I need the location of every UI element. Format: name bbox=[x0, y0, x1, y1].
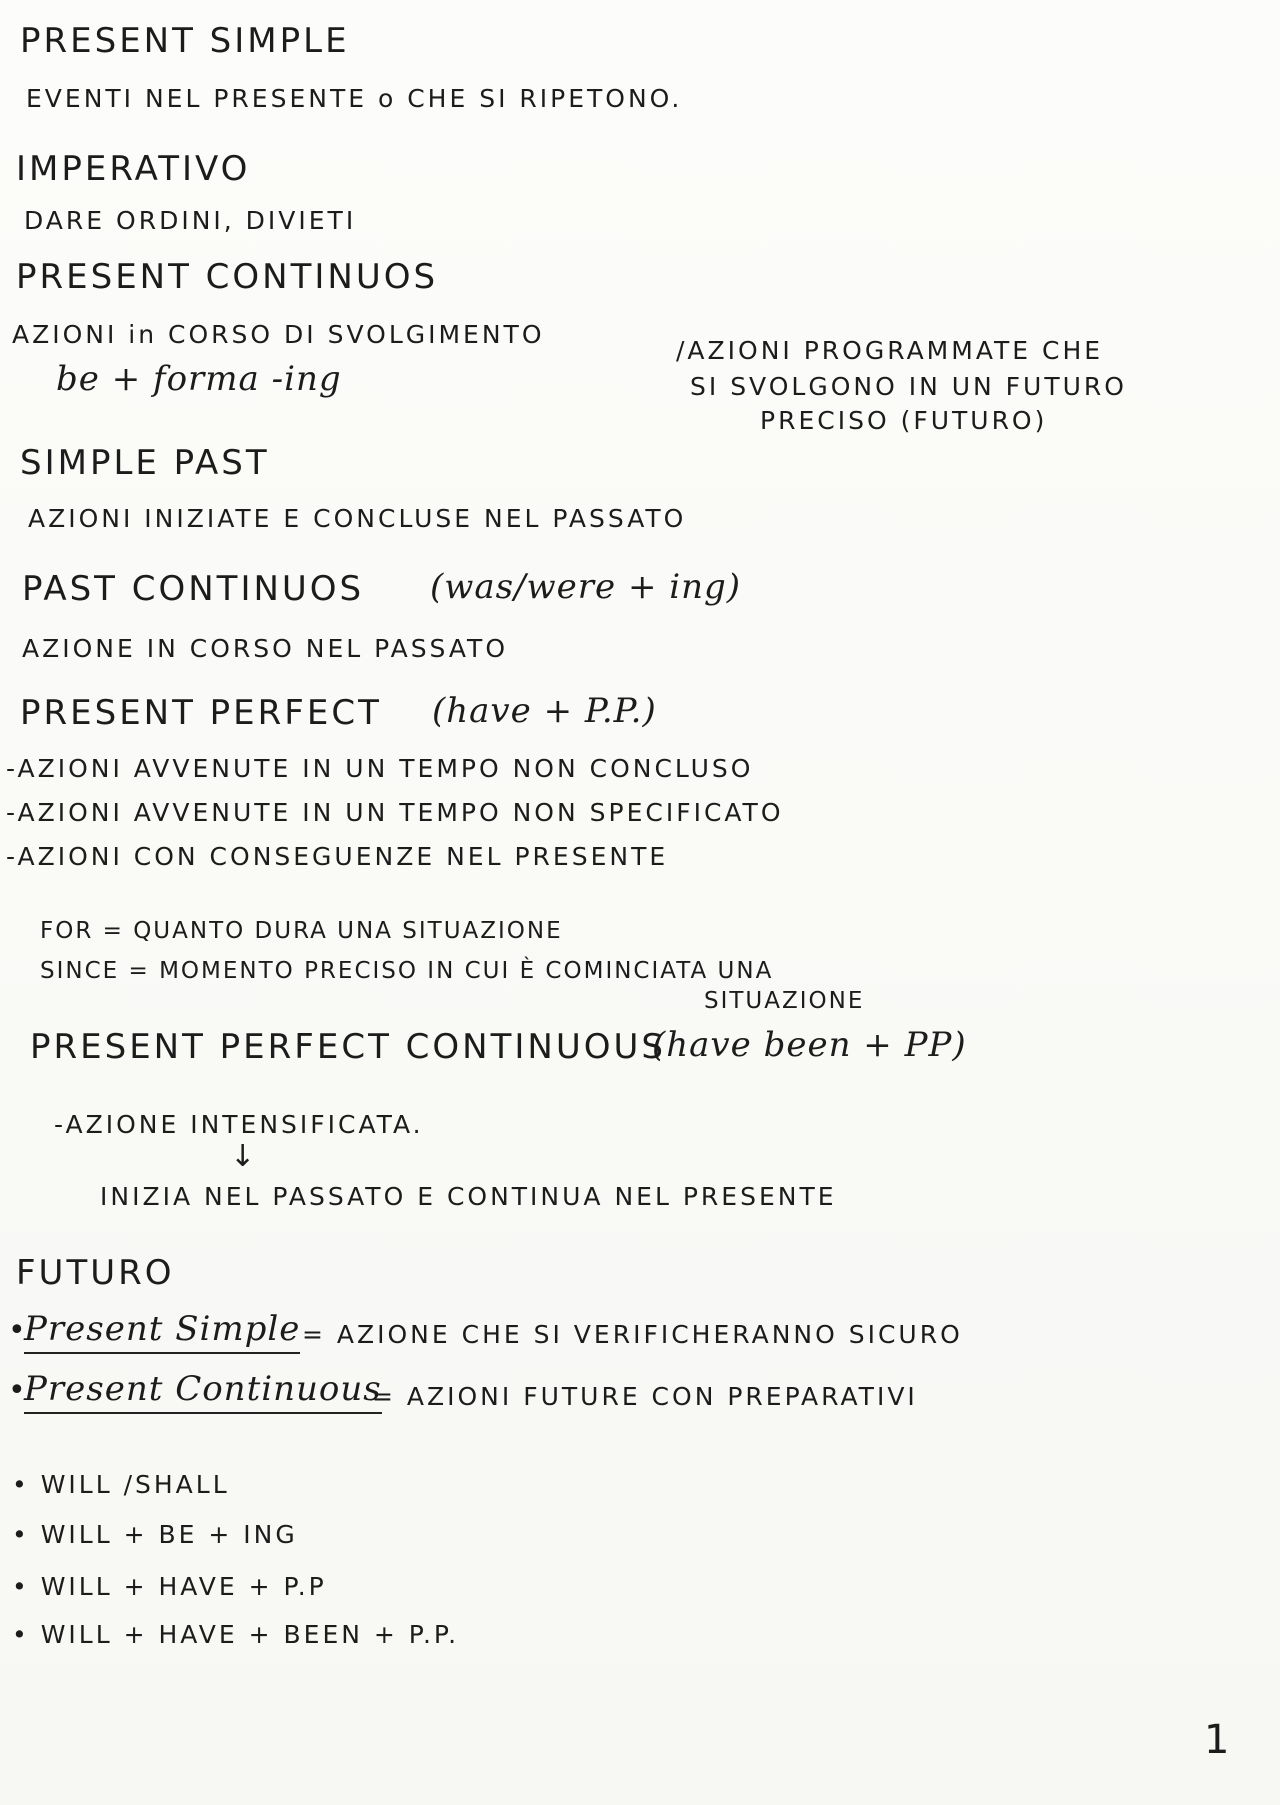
note-past-continuos: AZIONE IN CORSO NEL PASSATO bbox=[22, 634, 509, 663]
note-present-perfect-continuous-2: INIZIA NEL PASSATO E CONTINUA NEL PRESENTE bbox=[100, 1182, 837, 1211]
heading-imperativo: IMPERATIVO bbox=[16, 149, 251, 189]
note-present-perfect-1: -AZIONI AVVENUTE IN UN TEMPO NON CONCLUSO bbox=[6, 754, 754, 783]
futuro-item-5: • WILL + HAVE + P.P bbox=[12, 1572, 327, 1601]
futuro-item-6: • WILL + HAVE + BEEN + P.P. bbox=[12, 1620, 460, 1649]
heading-present-perfect-continuous: PRESENT PERFECT CONTINUOUS bbox=[30, 1027, 666, 1067]
bullet-icon: • bbox=[8, 1373, 28, 1408]
futuro-item-2-label: Present Continuous bbox=[24, 1372, 382, 1414]
bullet-icon: • bbox=[8, 1313, 28, 1348]
futuro-item-4: • WILL + BE + ING bbox=[12, 1520, 298, 1549]
note-present-simple: EVENTI NEL PRESENTE o CHE SI RIPETONO. bbox=[26, 84, 683, 113]
formula-present-perfect: (have + P.P.) bbox=[432, 691, 657, 731]
note-imperativo: DARE ORDINI, DIVIETI bbox=[24, 206, 357, 235]
note-present-perfect-3: -AZIONI CON CONSEGUENZE NEL PRESENTE bbox=[6, 842, 669, 871]
note-present-continuos-3: SI SVOLGONO IN UN FUTURO bbox=[690, 372, 1127, 401]
heading-present-perfect: PRESENT PERFECT bbox=[20, 693, 382, 733]
futuro-item-3: • WILL /SHALL bbox=[12, 1470, 230, 1499]
down-arrow-icon: ↓ bbox=[230, 1139, 258, 1174]
formula-present-continuos: be + forma -ing bbox=[56, 359, 342, 399]
heading-past-continuos: PAST CONTINUOS bbox=[22, 569, 365, 609]
heading-present-continuos: PRESENT CONTINUOS bbox=[16, 257, 439, 297]
note-present-perfect-continuous-1: -AZIONE INTENSIFICATA. bbox=[54, 1110, 424, 1139]
heading-futuro: FUTURO bbox=[16, 1253, 175, 1293]
note-present-continuos-4: PRECISO (FUTURO) bbox=[760, 406, 1048, 435]
futuro-item-2-desc: = AZIONI FUTURE CON PREPARATIVI bbox=[372, 1382, 918, 1411]
note-since-2: SITUAZIONE bbox=[704, 988, 865, 1014]
formula-present-perfect-continuous: (have been + PP) bbox=[652, 1025, 967, 1065]
note-present-continuos-1: AZIONI in CORSO DI SVOLGIMENTO bbox=[12, 320, 545, 349]
note-present-perfect-2: -AZIONI AVVENUTE IN UN TEMPO NON SPECIFICATO bbox=[6, 798, 784, 827]
futuro-item-1-desc: = AZIONE CHE SI VERIFICHERANNO SICURO bbox=[302, 1320, 963, 1349]
note-since: SINCE = MOMENTO PRECISO IN CUI È COMINCIATA UNA bbox=[40, 958, 774, 984]
note-for: FOR = QUANTO DURA UNA SITUAZIONE bbox=[40, 918, 563, 944]
page-number: 1 bbox=[1204, 1717, 1232, 1763]
heading-simple-past: SIMPLE PAST bbox=[20, 443, 270, 483]
note-present-continuos-2: /AZIONI PROGRAMMATE CHE bbox=[676, 336, 1104, 365]
futuro-item-1-label: Present Simple bbox=[24, 1312, 300, 1354]
note-simple-past: AZIONI INIZIATE E CONCLUSE NEL PASSATO bbox=[28, 504, 687, 533]
formula-past-continuos: (was/were + ing) bbox=[430, 567, 742, 607]
heading-present-simple: PRESENT SIMPLE bbox=[20, 21, 350, 61]
